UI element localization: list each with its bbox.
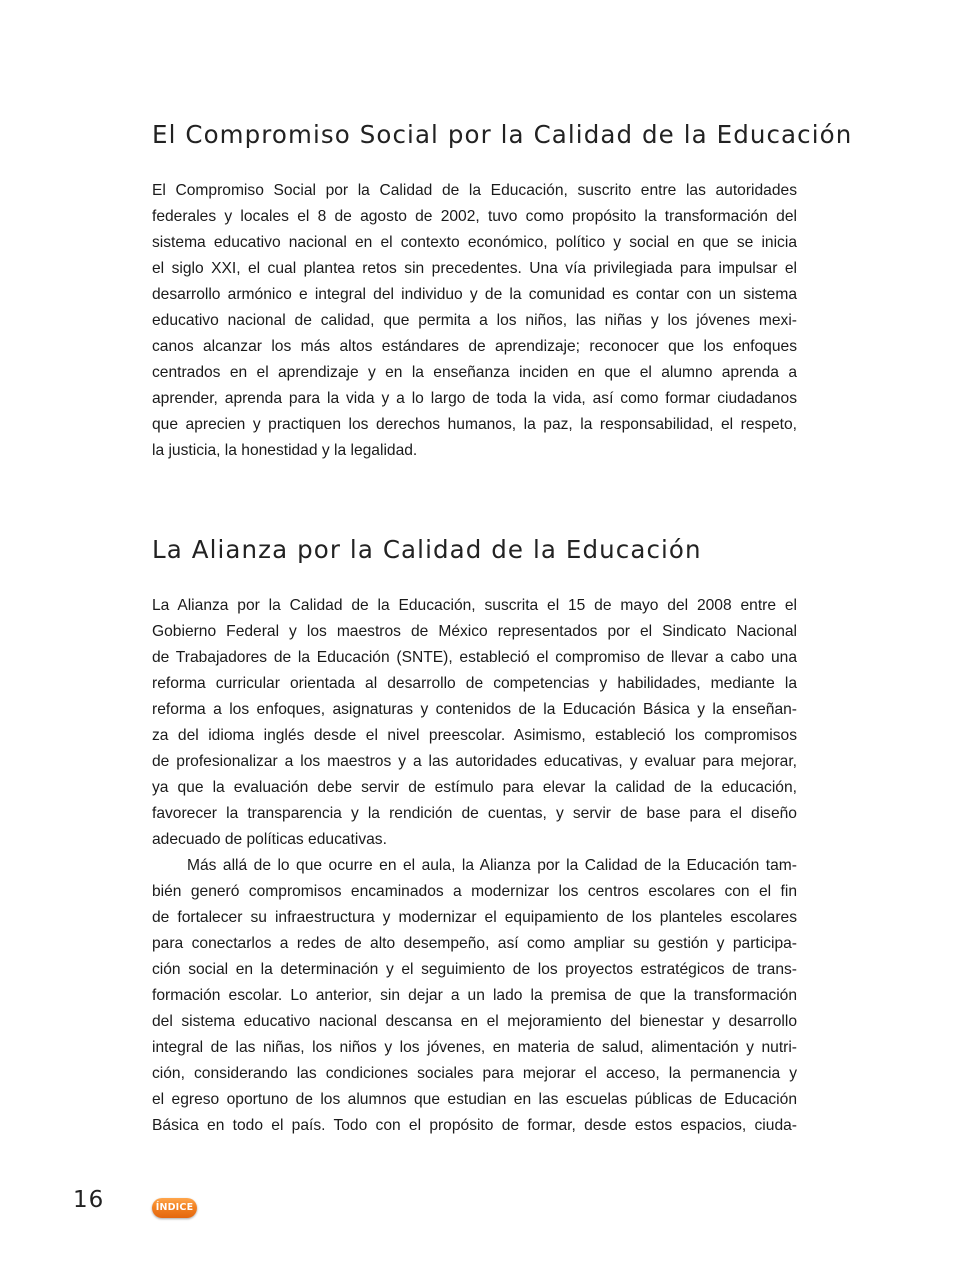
- text-line: el siglo XXI, el cual plantea retos sin precedentes. Una vía privilegiada para impulsar el: [152, 260, 797, 277]
- text-line: centrados en el aprendizaje y en la enseñanza inciden en que el alumno aprenda a: [152, 364, 797, 381]
- text-line: La Alianza por la Calidad de la Educación, suscrita el 15 de mayo del 2008 entre el: [152, 597, 797, 614]
- section-body-compromiso-social: [152, 178, 797, 464]
- text-line: federales y locales el 8 de agosto de 2002, tuvo como propósito la transformación del: [152, 208, 797, 225]
- text-line: reforma a los enfoques, asignaturas y contenidos de la Educación Básica y la enseñan-: [152, 701, 797, 718]
- text-line: formación escolar. Lo anterior, sin dejar a un lado la premisa de que la transformación: [152, 987, 797, 1004]
- section-body-alianza: [152, 593, 797, 1139]
- text-line: que aprecien y practiquen los derechos humanos, la paz, la responsabilidad, el respeto,: [152, 416, 797, 433]
- section-heading-alianza: La Alianza por la Calidad de la Educación: [152, 535, 702, 564]
- text-line: de profesionalizar a los maestros y a las autoridades educativas, y evaluar para mejorar,: [152, 753, 797, 770]
- text-line: favorecer la transparencia y la rendición de cuentas, y servir de base para el diseño: [152, 805, 797, 822]
- text-line: bién generó compromisos encaminados a modernizar los centros escolares con el fin: [152, 883, 797, 900]
- paragraph: [152, 593, 797, 853]
- section-heading-compromiso-social: El Compromiso Social por la Calidad de la Educación: [152, 120, 853, 149]
- text-line: sistema educativo nacional en el contexto económico, político y social en que se inicia: [152, 234, 797, 251]
- paragraph: [152, 178, 797, 464]
- text-line: integral de las niñas, los niños y los jóvenes, en materia de salud, alimentación y nutri-: [152, 1039, 797, 1056]
- text-line: de fortalecer su infraestructura y modernizar el equipamiento de los planteles escolares: [152, 909, 797, 926]
- text-line: desarrollo armónico e integral del individuo y de la comunidad es contar con un sistema: [152, 286, 797, 303]
- text-line: el egreso oportuno de los alumnos que estudian en las escuelas públicas de Educación: [152, 1091, 797, 1108]
- text-line: para conectarlos a redes de alto desempeño, así como ampliar su gestión y participa-: [152, 935, 797, 952]
- text-line: reforma curricular orientada al desarrollo de competencias y habilidades, mediante la: [152, 675, 797, 692]
- text-line: adecuado de políticas educativas.: [152, 831, 387, 848]
- text-line: de Trabajadores de la Educación (SNTE), estableció el compromiso de llevar a cabo una: [152, 649, 797, 666]
- paragraph: [152, 853, 797, 1139]
- text-line: aprender, aprenda para la vida y a lo largo de toda la vida, así como formar ciudadanos: [152, 390, 797, 407]
- text-line: El Compromiso Social por la Calidad de la Educación, suscrito entre las autoridades: [152, 182, 797, 199]
- text-line: Más allá de lo que ocurre en el aula, la Alianza por la Calidad de la Educación tam-: [187, 857, 797, 874]
- text-line: ya que la evaluación debe servir de estímulo para elevar la calidad de la educación,: [152, 779, 797, 796]
- text-line: Básica en todo el país. Todo con el propósito de formar, desde estos espacios, ciuda-: [152, 1117, 797, 1134]
- text-line: ción social en la determinación y el seguimiento de los proyectos estratégicos de trans-: [152, 961, 797, 978]
- index-button[interactable]: ÍNDICE: [152, 1198, 197, 1218]
- text-line: ción, considerando las condiciones sociales para mejorar el acceso, la permanencia y: [152, 1065, 797, 1082]
- text-line: canos alcanzar los más altos estándares de aprendizaje; reconocer que los enfoques: [152, 338, 797, 355]
- text-line: Gobierno Federal y los maestros de México representados por el Sindicato Nacional: [152, 623, 797, 640]
- text-line: za del idioma inglés desde el nivel preescolar. Asimismo, estableció los compromisos: [152, 727, 797, 744]
- text-line: del sistema educativo nacional descansa en el mejoramiento del bienestar y desarrollo: [152, 1013, 797, 1030]
- page-number: 16: [73, 1187, 105, 1213]
- text-line: la justicia, la honestidad y la legalidad.: [152, 442, 418, 459]
- text-line: educativo nacional de calidad, que permita a los niños, las niñas y los jóvenes mexi-: [152, 312, 797, 329]
